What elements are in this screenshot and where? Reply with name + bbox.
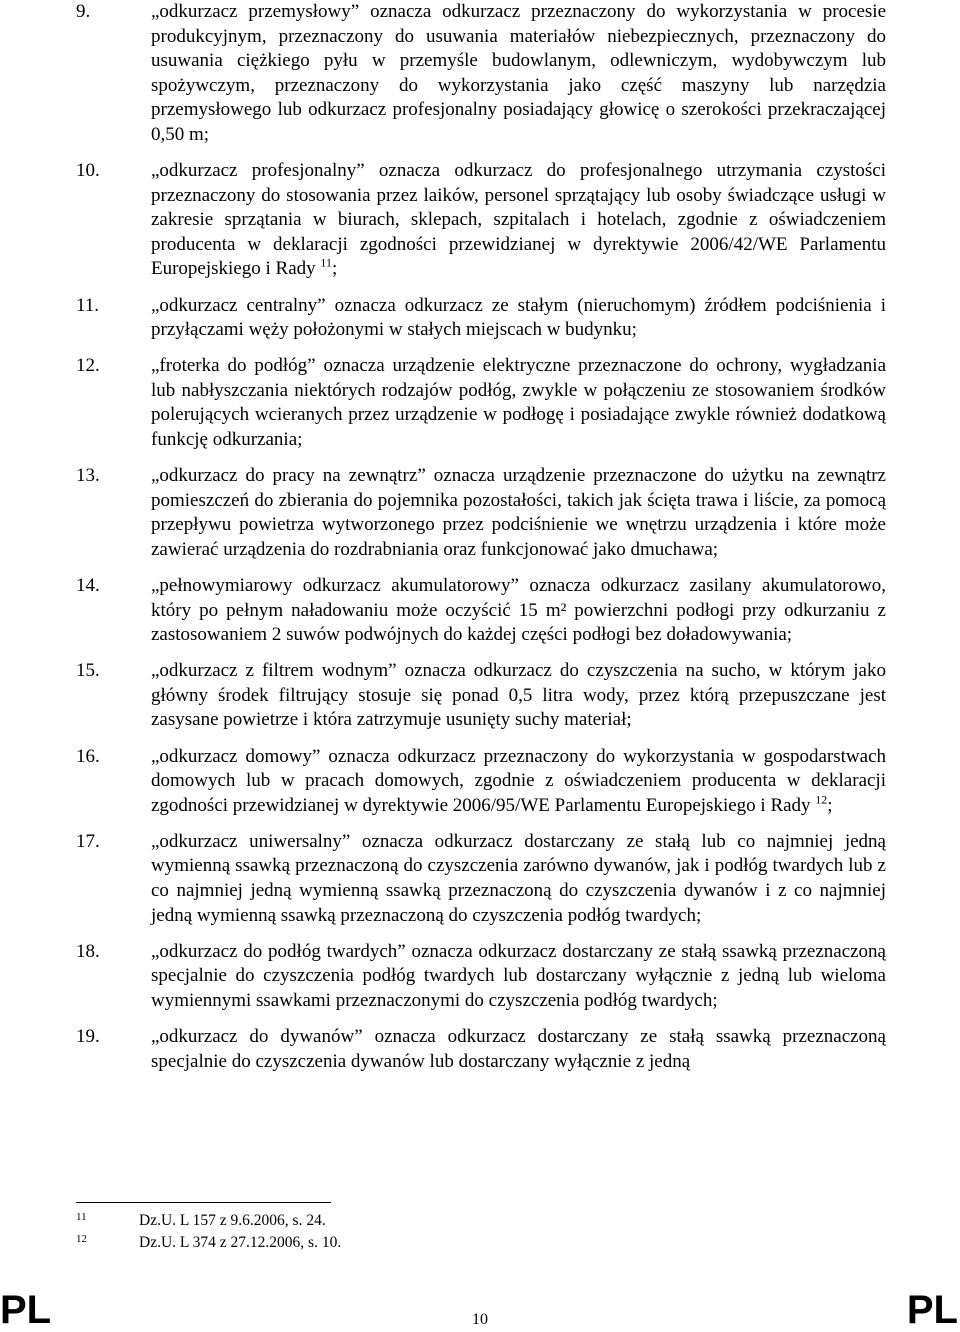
definition-number: 18. xyxy=(76,940,100,962)
definition-text xyxy=(151,1025,886,1074)
definition-number: 11. xyxy=(76,294,100,316)
definition-body: „odkurzacz do dywanów” oznacza odkurzacz dostarczany ze stałą ssawką przeznaczoną specjalnie do czyszczenia dywanów lub dostarczany wyłącznie z jedną xyxy=(151,1025,886,1072)
definition-item xyxy=(76,0,886,148)
definition-number: 17. xyxy=(76,830,100,852)
footnote-reference: 11 xyxy=(320,256,332,271)
footer-language-left: PL xyxy=(0,1288,52,1332)
definition-text xyxy=(151,745,886,819)
definition-body: „odkurzacz do podłóg twardych” oznacza odkurzacz dostarczany ze stałą ssawką przeznaczoną specjalnie do czyszczenia podłóg twardych lub dostarczany wyłącznie z jedną lub wieloma wymiennymi ssawkami przeznaczonymi do czyszczenia podłóg twardych; xyxy=(151,940,886,1011)
definition-text xyxy=(151,294,886,343)
definition-text xyxy=(151,464,886,562)
footnote-separator xyxy=(76,1202,331,1203)
footnote-mark: 12 xyxy=(76,1233,87,1245)
definition-number: 10. xyxy=(76,160,100,182)
definition-body: „odkurzacz profesjonalny” oznacza odkurzacz do profesjonalnego utrzymania czystości przeznaczony do stosowania przez laików, personel sprzątający lub osoby świadczące usługi w zakresie sprzątania w biurach, sklepach, szpitalach i hotelach, zgodnie z oświadczeniem producenta w deklaracji zgodności przewidzianej w dyrektywie 2006/42/WE Parlamentu Europejskiego i Rady xyxy=(151,160,886,280)
definition-number: 15. xyxy=(76,660,100,682)
definition-item xyxy=(76,745,886,819)
definition-text xyxy=(151,354,886,452)
definition-number: 12. xyxy=(76,355,100,377)
definition-item xyxy=(76,354,886,452)
footer-language-right: PL xyxy=(906,1288,958,1332)
definition-item xyxy=(76,830,886,928)
definition-text xyxy=(151,0,886,148)
definition-item xyxy=(76,940,886,1014)
definition-item xyxy=(76,159,886,282)
definition-number: 16. xyxy=(76,745,100,767)
footnotes xyxy=(76,1210,886,1254)
definition-number: 13. xyxy=(76,465,100,487)
definition-text xyxy=(151,159,886,282)
footnote-11 xyxy=(76,1210,886,1232)
definition-text xyxy=(151,830,886,928)
definition-tail: ; xyxy=(331,258,338,280)
definition-body: „odkurzacz przemysłowy” oznacza odkurzacz przeznaczony do wykorzystania w procesie produkcyjnym, przeznaczony do usuwania materiałów niebezpiecznych, przeznaczony do usuwania ciężkiego pyłu w przemyśle budowlanym, odlewniczym, wydobywczym lub spożywczym, przeznaczony do wykorzystania jako część maszyny lub narzędzia przemysłowego lub odkurzacz profesjonalny posiadający głowicę o szerokości przekraczającej 0,50 m; xyxy=(151,1,886,145)
footnote-12 xyxy=(76,1232,886,1254)
footnote-text: Dz.U. L 374 z 27.12.2006, s. 10. xyxy=(139,1234,342,1251)
definition-body: „odkurzacz domowy” oznacza odkurzacz przeznaczony do wykorzystania w gospodarstwach domowych lub w pracach domowych, zgodnie z oświadczeniem producenta w deklaracji zgodności przewidzianej w dyrektywie 2006/95/WE Parlamentu Europejskiego i Rady xyxy=(151,745,886,816)
definition-item xyxy=(76,659,886,733)
definition-text xyxy=(151,659,886,733)
footnote-mark: 11 xyxy=(76,1211,87,1223)
page-number: 10 xyxy=(472,1311,488,1328)
definition-text xyxy=(151,940,886,1014)
definition-body: „odkurzacz uniwersalny” oznacza odkurzacz dostarczany ze stałą lub co najmniej jedną wymienną ssawką przeznaczoną do czyszczenia zarówno dywanów, jak i podłóg twardych lub z co najmniej jedną wymienną ssawką przeznaczoną do czyszczenia dywanów i z co najmniej jedną wymienną ssawką przeznaczoną do czyszczenia podłóg twardych; xyxy=(151,830,886,926)
definition-number: 19. xyxy=(76,1025,100,1047)
definition-item xyxy=(76,1025,886,1074)
definition-body: „odkurzacz z filtrem wodnym” oznacza odkurzacz do czyszczenia na sucho, w którym jako główny środek filtrujący stosuje się ponad 0,5 litra wody, przez którą przepuszczane jest zasysane powietrze i która zatrzymuje usunięty suchy materiał; xyxy=(151,660,886,731)
definition-number: 14. xyxy=(76,574,100,596)
definition-body: „froterka do podłóg” oznacza urządzenie elektryczne przeznaczone do ochrony, wygładzania lub nabłyszczania niektórych rodzajów podłóg, zwykle w połączeniu ze stosowaniem środków polerujących wcieranych przez urządzenie w podłogę i posiadające zwykle również dodatkową funkcję odkurzania; xyxy=(151,355,886,450)
definition-text xyxy=(151,574,886,648)
definition-body: „odkurzacz do pracy na zewnątrz” oznacza urządzenie przeznaczone do użytku na zewnątrz pomieszczeń do zbierania do pojemnika pozostałości, takich jak ścięta trawa i liście, za pomocą przepływu powietrza wytworzonego przez podciśnienie we wnętrzu urządzenia i które może zawierać urządzenia do rozdrabniania oraz funkcjonować jako dmuchawa; xyxy=(151,465,886,560)
footnote-text: Dz.U. L 157 z 9.6.2006, s. 24. xyxy=(139,1212,326,1229)
definition-item xyxy=(76,464,886,562)
definitions-list xyxy=(76,0,886,1086)
definition-number: 9. xyxy=(76,1,91,22)
definition-body: „pełnowymiarowy odkurzacz akumulatorowy” oznacza odkurzacz zasilany akumulatorowo, który po pełnym naładowaniu może oczyścić 15 m² powierzchni podłogi przy odkurzaniu z zastosowaniem 2 suwów podwójnych do każdej części podłogi bez doładowywania; xyxy=(151,574,886,646)
definition-item xyxy=(76,294,886,343)
definition-tail: ; xyxy=(827,794,833,816)
definition-item xyxy=(76,574,886,648)
footnote-reference: 12 xyxy=(815,792,828,807)
definition-body: „odkurzacz centralny” oznacza odkurzacz ze stałym (nieruchomym) źródłem podciśnienia i przyłączami węży położonymi w stałych miejscach w budynku; xyxy=(151,294,886,341)
